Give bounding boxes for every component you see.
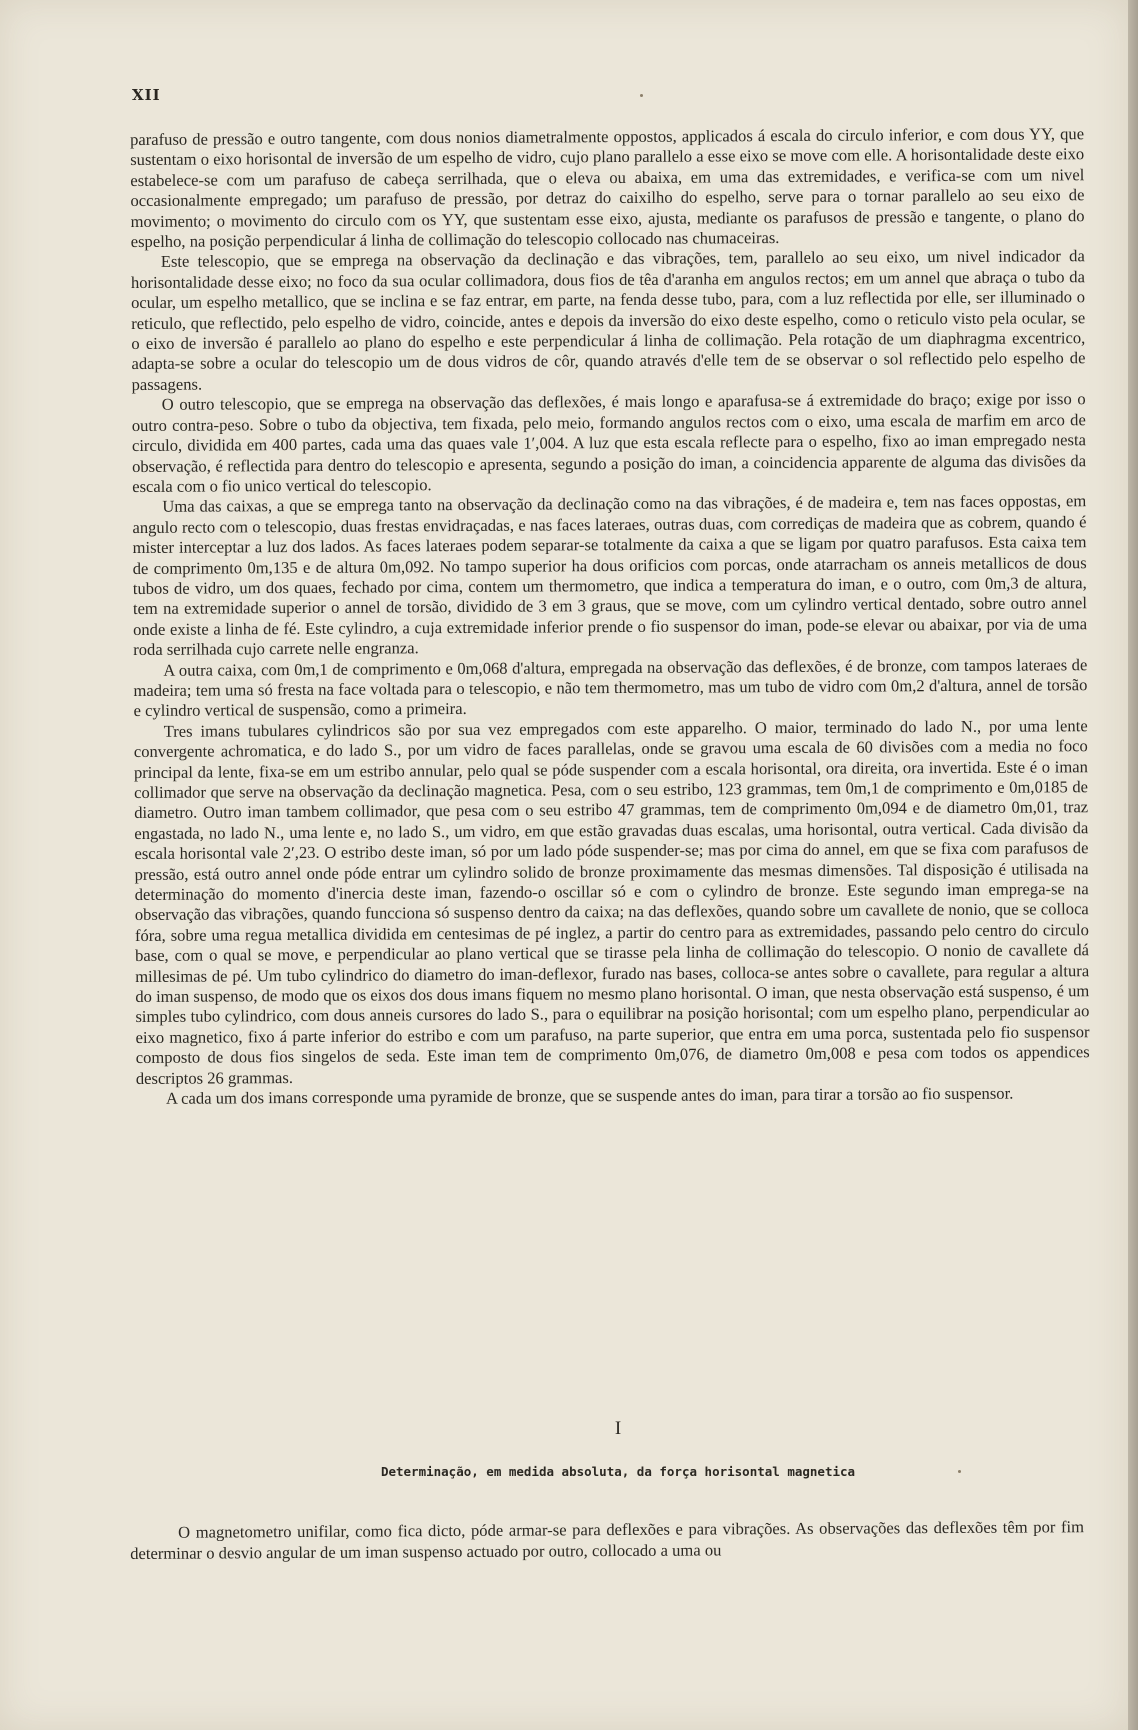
paper-speck — [640, 94, 643, 97]
paragraph-2: Este telescopio, que se emprega na observação da declinação e das vibrações, tem, parallelo ao seu eixo, um nivel indicador da horisontalidade desse eixo; no foco da sua ocular collimadora, dous fios de têa d'aranha em angulos rectos; em um annel que abraça o tubo da ocular, um espelho metallico, que se inclina e se faz entrar, em parte, na fenda desse tubo, para, com a luz reflectida por elle, ser illuminado o reticulo, que reflectido, pelo espelho de vidro, coincide, antes e depois da inversão do eixo deste espelho, como o reticulo visto pela ocular, se o eixo de inversão é parallelo ao plano do espelho e este perpendicular á linha de collimação. Pela rotação de um diaphragma excentrico, adapta-se sobre a ocular do telescopio um de dous vidros de côr, quando através d'elle tem de se observar o sol reflectido pelo espelho de passagens. — [130, 246, 1086, 394]
section-numeral: I — [614, 1418, 622, 1439]
paper-speck — [958, 1470, 961, 1473]
section-body-text — [130, 1517, 1084, 1564]
section-title: Determinação, em medida absoluta, da força horisontal magnetica — [380, 1464, 856, 1479]
paragraph-6: Tres imans tubulares cylindricos são por sua vez empregados com este apparelho. O maior, terminado do lado N., por uma lente convergente achromatica, e do lado S., por um vidro de faces parallelas, onde se gravou uma escala de 60 divisões com a media no foco principal da lente, fixa-se em um estribo annular, pelo qual se póde suspender com a escala horisontal, ora direita, ora invertida. Este é o iman collimador que serve na observação da declinação magnetica. Pesa, com o seu estribo, 123 grammas, tem 0m,1 de comprimento e 0m,0185 de diametro. Outro iman tambem collimador, que pesa com o seu estribo 47 grammas, tem de comprimento 0m,094 e de diametro 0m,01, traz engastada, no lado N., uma lente e, no lado S., um vidro, em que estão gravadas duas escalas, uma horisontal, outra vertical. Cada divisão da escala horisontal vale 2′,23. O estribo deste iman, só por um lado póde suspender-se; mas por cima do annel, em que se fixa com parafusos de pressão, está outro annel onde póde entrar um cylindro solido de bronze proximamente das mesmas dimensões. Tal disposição é utilisada na determinação do momento d'inercia deste iman, fazendo-o oscillar só e com o cylindro de bronze. Este segundo iman emprega-se na observação das vibrações, quando funcciona só suspenso dentro da caixa; na das deflexões, quando sobre um cavallete de nonio, que se colloca fóra, sobre uma regua metallica dividida em centesimas de pé inglez, a partir do centro para as extremidades, passando pelo centro do circulo base, com o qual se move, e perpendicular ao plano vertical que se tirasse pela linha de collimação do telescopio. O nonio de cavallete dá millesimas de pé. Um tubo cylindrico do diametro do iman-deflexor, furado nas bases, colloca-se antes sobre o cavallete, para regular a altura do iman suspenso, de modo que os eixos dos dous imans fiquem no mesmo plano horisontal. O iman, que nesta observação está suspenso, é um simples tubo cylindrico, com dous anneis cursores do lado S., para o equilibrar na posição horisontal; com um espelho plano, perpendicular ao eixo magnetico, fixo á parte inferior do estribo e com um parafuso, na parte superior, que entra em uma porca, sustentada pelo fio suspensor composto de dous fios singelos de seda. Este iman tem de comprimento 0m,076, de diametro 0m,008 e pesa com todos os appendices descriptos 26 grammas. — [133, 715, 1090, 1088]
page-edge — [1128, 0, 1138, 1730]
paragraph-7: A cada um dos imans corresponde uma pyramide de bronze, que se suspende antes do iman, para tirar a torsão ao fio suspensor. — [165, 1083, 1014, 1108]
page-number: XII — [132, 86, 161, 104]
paragraph-3: O outro telescopio, que se emprega na observação das deflexões, é mais longo e aparafusa-se á extremidade do braço; exige por isso o outro contra-peso. Sobre o tubo da objectiva, tem fixada, pelo meio, formando angulos rectos com o eixo, uma escala de marfim em arco de circulo, dividida em 400 partes, cada uma das quaes vale 1′,004. A luz que esta escala reflecte para o espelho, fixo ao iman empregado nesta observação, é reflectida para dentro do telescopio e apresenta, segundo a posição do iman, a coincidencia apparente de alguma das divisões da escala com o fio unico vertical do telescopio. — [131, 389, 1087, 496]
paragraph-1: parafuso de pressão e outro tangente, com dous nonios diametralmente oppostos, applicados á escala do circulo inferior, e com dous YY, que sustentam o eixo horisontal de inversão de um espelho de vidro, cujo plano parallelo a esse eixo se move com elle. A horisontalidade deste eixo estabelece-se com um parafuso de cabeça serrilhada, que o eleva ou abaixa, em uma das extremidades, e verifica-se com um nivel occasionalmente empregado; um parafuso de pressão, por detraz do caixilho do espelho, serve para o tornar parallelo ao seu eixo de movimento; o movimento do circulo com os YY, que sustentam esse eixo, ajusta, mediante os parafusos de pressão e tangente, o plano do espelho, na posição perpendicular á linha de collimação do telescopio collocado nas chumaceiras. — [130, 124, 1085, 252]
section-paragraph-1: O magnetometro unifilar, como fica dicto, póde armar-se para deflexões e para vibrações. As observações das deflexões têm por fim determinar o desvio angular de um iman suspenso actuado por outro, collocado a uma ou — [130, 1517, 1085, 1563]
body-text — [130, 124, 1090, 1109]
paragraph-5: A outra caixa, com 0m,1 de comprimento e 0m,068 d'altura, empregada na observação das deflexões, é de bronze, com tampos lateraes de madeira; tem uma só fresta na face voltada para o telescopio, e não tem thermometro, mas um tubo de vidro com 0m,2 d'altura, annel de torsão e cylindro vertical de suspensão, como a primeira. — [133, 654, 1088, 721]
paragraph-4: Uma das caixas, a que se emprega tanto na observação da declinação como na das vibrações, é de madeira e, tem nas faces oppostas, em angulo recto com o telescopio, duas frestas envidraçadas, e nas faces lateraes, outras duas, com corrediças de madeira que as cobrem, quando é mister interceptar a luz dos lados. As faces lateraes podem separar-se totalmente da caixa a que se ligam por quatro parafusos. Esta caixa tem de comprimento 0m,135 e de altura 0m,092. No tampo superior ha dous orificios com porcas, onde atarracham os anneis metallicos de dous tubos de vidro, um dos quaes, fechado por cima, contem um thermometro, que indica a temperatura do iman, e o outro, com 0m,3 de altura, tem na extremidade superior o annel de torsão, dividido de 3 em 3 graus, que se move, com um cylindro vertical dentado, sobre outro annel onde existe a linha de fé. Este cylindro, a cuja extremidade inferior prende o fio suspensor do iman, pode-se elevar ou abaixar, por via de uma roda serrilhada cujo carrete nelle engranza. — [132, 491, 1088, 660]
